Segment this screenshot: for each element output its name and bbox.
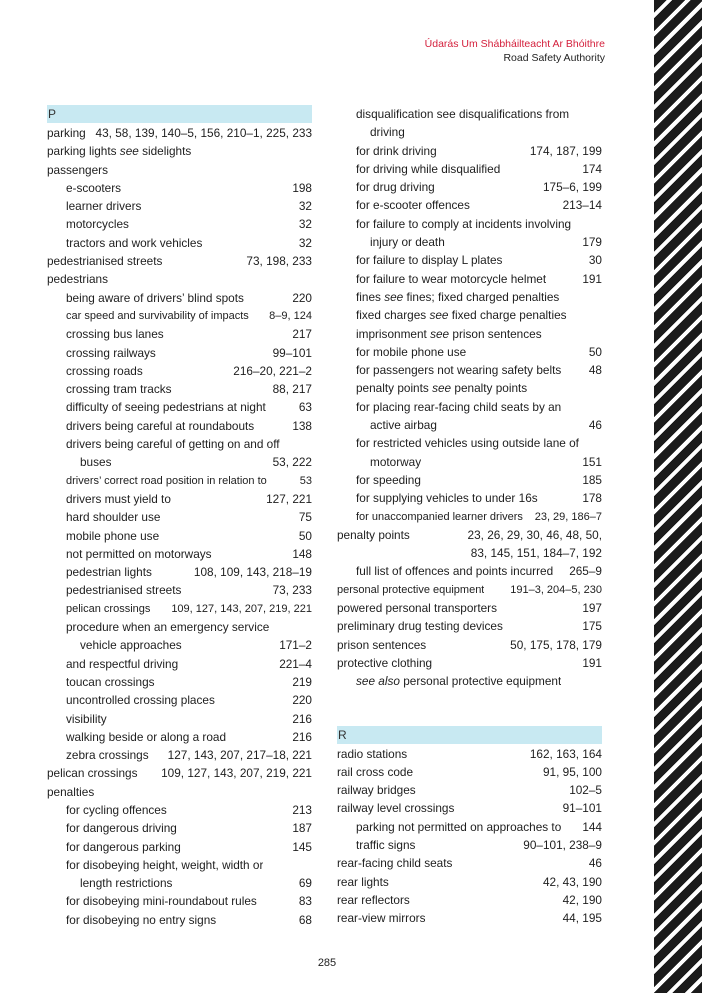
- index-term: for supplying vehicles to under 16s: [356, 491, 538, 506]
- index-page-refs: 83: [298, 894, 312, 909]
- index-term: not permitted on motorways: [66, 546, 212, 561]
- index-term: motorcycles: [66, 217, 129, 232]
- index-term: for dangerous driving: [66, 821, 177, 836]
- index-term: rear lights: [337, 874, 389, 889]
- index-term: rear reflectors: [337, 892, 410, 907]
- index-term: crossing bus lanes: [66, 327, 164, 342]
- index-entry: [47, 600, 312, 618]
- index-entry: [337, 215, 602, 233]
- index-page-refs: 32: [298, 199, 312, 214]
- index-entry: [47, 380, 312, 398]
- index-entry: [47, 636, 312, 654]
- index-term: rear-facing child seats: [337, 856, 453, 871]
- index-entry: [47, 490, 312, 508]
- index-term: rail cross code: [337, 764, 414, 779]
- index-term: active airbag: [370, 418, 437, 433]
- index-term: learner drivers: [66, 199, 142, 214]
- index-page-refs: 102–5: [569, 783, 602, 798]
- index-term: crossing tram tracks: [66, 382, 172, 397]
- index-page-refs: 185: [582, 472, 602, 487]
- index-term: pedestrians: [47, 272, 108, 287]
- index-entry: [47, 124, 312, 142]
- index-entry: [337, 836, 602, 854]
- index-entry: [47, 819, 312, 837]
- index-term: for passengers not wearing safety belts: [356, 363, 562, 378]
- index-entry: [47, 270, 312, 288]
- index-term: drivers’ correct road position in relation to: [66, 474, 267, 487]
- index-entry: [337, 398, 602, 416]
- index-term: pedestrianised streets: [47, 254, 163, 269]
- index-entry: [337, 270, 602, 288]
- cross-reference-marker: see also: [356, 674, 400, 689]
- index-term: for mobile phone use: [356, 344, 467, 359]
- index-entry: [47, 453, 312, 471]
- index-page-refs: 127, 143, 207, 217–18, 221: [167, 748, 312, 763]
- page-number: 285: [317, 957, 337, 969]
- index-page-refs: 138: [292, 418, 312, 433]
- index-term: driving: [370, 125, 405, 140]
- index-term: fixed charges see fixed charge penalties: [356, 308, 567, 323]
- header-english-title: Road Safety Authority: [503, 52, 605, 64]
- index-entry: [337, 233, 602, 251]
- index-entry: [47, 801, 312, 819]
- index-page-refs: 53, 222: [272, 455, 312, 470]
- index-entry: [337, 489, 602, 507]
- index-term: for failure to wear motorcycle helmet: [356, 271, 547, 286]
- index-term: visibility: [66, 711, 107, 726]
- index-entry: [337, 434, 602, 452]
- index-term: toucan crossings: [66, 674, 155, 689]
- index-term: for dangerous parking: [66, 839, 181, 854]
- index-page-refs: 171–2: [279, 638, 312, 653]
- index-page-refs: 175: [582, 619, 602, 634]
- index-page-refs: 73, 233: [272, 583, 312, 598]
- index-page-refs: 191: [582, 655, 602, 670]
- index-page-refs: 91–101: [562, 801, 602, 816]
- index-term: drivers must yield to: [66, 491, 171, 506]
- index-page-refs: 109, 127, 143, 207, 219, 221: [171, 602, 312, 615]
- index-entry: [337, 105, 602, 123]
- index-entry: [337, 306, 602, 324]
- index-term: drivers being careful at roundabouts: [66, 418, 255, 433]
- index-entry: [337, 196, 602, 214]
- index-entry: [47, 581, 312, 599]
- index-entry: [47, 874, 312, 892]
- index-entry: [47, 362, 312, 380]
- index-entry: [47, 234, 312, 252]
- index-term: pedestrianised streets: [66, 583, 182, 598]
- index-entry: [47, 435, 312, 453]
- index-term: for placing rear-facing child seats by an: [356, 399, 562, 414]
- index-term: fines see fines; fixed charged penalties: [356, 289, 560, 304]
- index-entry: [47, 325, 312, 343]
- decorative-stripe-band: [654, 0, 702, 993]
- index-page-refs: 88, 217: [272, 382, 312, 397]
- index-page-refs: 178: [582, 491, 602, 506]
- index-entry: [337, 160, 602, 178]
- index-term: for disobeying height, weight, width or: [66, 857, 264, 872]
- index-term: railway bridges: [337, 783, 416, 798]
- index-page-refs: 179: [582, 235, 602, 250]
- index-entry: [47, 838, 312, 856]
- section-gap: [337, 691, 602, 726]
- index-entry: [47, 728, 312, 746]
- index-page-refs: 174, 187, 199: [529, 143, 602, 158]
- index-term: vehicle approaches: [80, 638, 182, 653]
- index-entry: [47, 252, 312, 270]
- index-column-right: [337, 105, 602, 927]
- index-term: parking not permitted on approaches to: [356, 819, 562, 834]
- index-term: rear-view mirrors: [337, 911, 426, 926]
- index-entry: [47, 673, 312, 691]
- index-term: and respectful driving: [66, 656, 179, 671]
- index-page-refs: 42, 43, 190: [542, 874, 602, 889]
- index-page-refs: 145: [292, 839, 312, 854]
- index-page-refs: 220: [292, 290, 312, 305]
- index-term: drivers being careful of getting on and off: [66, 437, 280, 452]
- index-entry: [337, 745, 602, 763]
- index-page-refs: 148: [292, 546, 312, 561]
- index-entry: [47, 179, 312, 197]
- index-entry: [337, 763, 602, 781]
- index-entry: [337, 599, 602, 617]
- index-term: injury or death: [370, 235, 445, 250]
- index-entry: [47, 911, 312, 929]
- index-page-refs: 191–3, 204–5, 230: [510, 583, 602, 596]
- index-page-refs: 213: [292, 802, 312, 817]
- index-entry: [337, 873, 602, 891]
- index-entry: [337, 508, 602, 526]
- index-term: tractors and work vehicles: [66, 235, 203, 250]
- index-entry: [47, 764, 312, 782]
- index-entry: [47, 746, 312, 764]
- index-page-refs: 127, 221: [266, 491, 312, 506]
- index-entry: [337, 453, 602, 471]
- index-term: being aware of drivers’ blind spots: [66, 290, 244, 305]
- index-page-refs: 198: [292, 180, 312, 195]
- index-page-refs: 221–4: [279, 656, 312, 671]
- index-entry: [47, 508, 312, 526]
- index-term: for speeding: [356, 472, 421, 487]
- index-entry: [337, 636, 602, 654]
- index-entry: [47, 856, 312, 874]
- index-term: for unaccompanied learner drivers: [356, 510, 523, 523]
- index-term: crossing railways: [66, 345, 156, 360]
- index-page-refs: 23, 26, 29, 30, 46, 48, 50,: [467, 527, 602, 542]
- index-page-refs: 99–101: [272, 345, 312, 360]
- index-entry: [337, 617, 602, 635]
- index-page-refs: 216: [292, 711, 312, 726]
- index-page-refs: 75: [298, 510, 312, 525]
- index-term: for cycling offences: [66, 802, 167, 817]
- index-term: powered personal transporters: [337, 601, 498, 616]
- index-page-refs: 68: [298, 912, 312, 927]
- index-page-refs: 23, 29, 186–7: [534, 510, 602, 523]
- index-page-refs: 90–101, 238–9: [523, 837, 602, 852]
- index-page-refs: 50: [588, 344, 602, 359]
- index-term: mobile phone use: [66, 528, 160, 543]
- index-page-refs: 73, 198, 233: [246, 254, 312, 269]
- index-term: pedestrian lights: [66, 565, 152, 580]
- index-entry: [337, 343, 602, 361]
- index-page-refs: 8–9, 124: [269, 309, 312, 322]
- index-entry: [337, 325, 602, 343]
- index-term: for drink driving: [356, 143, 437, 158]
- index-entry: [337, 379, 602, 397]
- index-page-refs: 109, 127, 143, 207, 219, 221: [161, 766, 312, 781]
- page-header: [425, 37, 605, 65]
- index-page-refs: 108, 109, 143, 218–19: [193, 565, 312, 580]
- index-page-refs: 213–14: [562, 198, 602, 213]
- index-page-refs: 30: [588, 253, 602, 268]
- index-page-refs: 63: [298, 400, 312, 415]
- cross-reference-marker: see: [429, 308, 449, 323]
- index-page-refs: 197: [582, 601, 602, 616]
- index-term: crossing roads: [66, 363, 143, 378]
- index-term: passengers: [47, 162, 108, 177]
- index-entry: [337, 562, 602, 580]
- index-page-refs: 50, 175, 178, 179: [510, 637, 602, 652]
- index-page-refs: 220: [292, 693, 312, 708]
- index-page-refs: 216–20, 221–2: [233, 363, 312, 378]
- index-entry: [337, 361, 602, 379]
- index-page-refs: 174: [582, 161, 602, 176]
- index-page-refs: 44, 195: [562, 911, 602, 926]
- index-page-refs: 217: [292, 327, 312, 342]
- index-entry: [337, 781, 602, 799]
- index-term: railway level crossings: [337, 801, 455, 816]
- index-page-refs: 46: [588, 856, 602, 871]
- cross-reference-marker: see: [119, 144, 139, 159]
- index-entry: [47, 527, 312, 545]
- index-entry: [47, 398, 312, 416]
- index-term: e-scooters: [66, 180, 122, 195]
- index-entry: [47, 215, 312, 233]
- index-term: car speed and survivability of impacts: [66, 309, 249, 322]
- index-page-refs: 151: [582, 454, 602, 469]
- index-page-refs: 216: [292, 729, 312, 744]
- index-term: length restrictions: [80, 876, 173, 891]
- index-page-refs: 50: [298, 528, 312, 543]
- cross-reference-marker: see: [432, 381, 452, 396]
- index-section-letter: P: [47, 105, 312, 123]
- index-page-refs: 32: [298, 217, 312, 232]
- index-entry: [47, 417, 312, 435]
- index-term: motorway: [370, 454, 422, 469]
- index-entry: [337, 581, 602, 599]
- index-term: penalty points: [337, 527, 410, 542]
- index-term: penalty points see penalty points: [356, 381, 528, 396]
- index-term: traffic signs: [356, 837, 416, 852]
- index-page-refs: 48: [588, 363, 602, 378]
- index-entry: [337, 251, 602, 269]
- index-term: protective clothing: [337, 655, 433, 670]
- index-page-refs: 191: [582, 271, 602, 286]
- index-term: for restricted vehicles using outside lane of: [356, 436, 579, 451]
- index-page-refs: 162, 163, 164: [529, 746, 602, 761]
- index-entry: [47, 197, 312, 215]
- index-term: pelican crossings: [47, 766, 138, 781]
- index-page-refs: 43, 58, 139, 140–5, 156, 210–1, 225, 233: [95, 126, 312, 140]
- index-entry: [337, 416, 602, 434]
- index-section-letter: R: [337, 726, 602, 744]
- index-entry: [47, 344, 312, 362]
- index-entry: [337, 288, 602, 306]
- index-term: preliminary drug testing devices: [337, 619, 503, 634]
- index-entry: [47, 161, 312, 179]
- cross-reference-marker: see: [384, 289, 404, 304]
- index-term: full list of offences and points incurred: [356, 564, 554, 579]
- index-term: penalties: [47, 784, 95, 799]
- index-term: for e-scooter offences: [356, 198, 470, 213]
- index-entry: [337, 123, 602, 141]
- index-term: pelican crossings: [66, 602, 151, 615]
- index-entry: [47, 618, 312, 636]
- index-entry: [337, 471, 602, 489]
- index-entry: [337, 544, 602, 562]
- index-page-refs: 219: [292, 674, 312, 689]
- index-entry: [337, 909, 602, 927]
- index-entry: [337, 526, 602, 544]
- index-page-refs: 265–9: [569, 564, 602, 579]
- cross-reference-marker: see: [430, 326, 450, 341]
- index-entry: [47, 142, 312, 160]
- index-page-refs: 42, 190: [562, 892, 602, 907]
- index-term: uncontrolled crossing places: [66, 693, 215, 708]
- index-entry: [47, 307, 312, 325]
- index-entry: [47, 563, 312, 581]
- index-entry: [337, 178, 602, 196]
- index-entry: [337, 799, 602, 817]
- index-entry: [47, 655, 312, 673]
- index-entry: [47, 289, 312, 307]
- index-page-refs: 91, 95, 100: [542, 764, 602, 779]
- index-term: imprisonment see prison sentences: [356, 326, 542, 341]
- index-entry: [337, 672, 602, 690]
- index-term: for failure to comply at incidents involving: [356, 216, 572, 231]
- index-page-refs: 32: [298, 235, 312, 250]
- index-entry: [47, 892, 312, 910]
- index-term: walking beside or along a road: [66, 729, 227, 744]
- header-irish-title: Údarás Um Shábháilteacht Ar Bhóithre: [424, 38, 605, 50]
- index-term: for failure to display L plates: [356, 253, 503, 268]
- index-entry: [337, 654, 602, 672]
- index-term: hard shoulder use: [66, 510, 161, 525]
- index-term: see also personal protective equipment: [356, 674, 562, 689]
- index-term: for driving while disqualified: [356, 161, 501, 176]
- index-entry: [47, 545, 312, 563]
- index-page-refs: 83, 145, 151, 184–7, 192: [470, 546, 602, 561]
- index-term: disqualification see disqualifications from: [356, 107, 570, 121]
- index-term: buses: [80, 455, 112, 470]
- index-term: parking: [47, 126, 86, 140]
- index-entry: [337, 854, 602, 872]
- index-term: for drug driving: [356, 180, 435, 195]
- index-page-refs: 187: [292, 821, 312, 836]
- index-term: difficulty of seeing pedestrians at night: [66, 400, 266, 415]
- index-term: prison sentences: [337, 637, 427, 652]
- index-entry: [47, 710, 312, 728]
- index-term: radio stations: [337, 746, 408, 761]
- index-term: parking lights see sidelights: [47, 144, 192, 159]
- index-term: zebra crossings: [66, 748, 149, 763]
- index-entry: [47, 783, 312, 801]
- index-page-refs: 69: [298, 876, 312, 891]
- index-entry: [337, 891, 602, 909]
- index-page-refs: 46: [588, 418, 602, 433]
- index-term: for disobeying mini-roundabout rules: [66, 894, 257, 909]
- index-term: personal protective equipment: [337, 583, 485, 596]
- index-term: procedure when an emergency service: [66, 620, 270, 635]
- index-page-refs: 144: [582, 819, 602, 834]
- index-entry: [337, 818, 602, 836]
- index-page-refs: 53: [299, 474, 312, 487]
- index-entry: [47, 472, 312, 490]
- index-page-refs: 175–6, 199: [542, 180, 602, 195]
- index-entry: [47, 691, 312, 709]
- index-column-left: [47, 105, 312, 929]
- index-entry: [337, 142, 602, 160]
- index-term: for disobeying no entry signs: [66, 912, 217, 927]
